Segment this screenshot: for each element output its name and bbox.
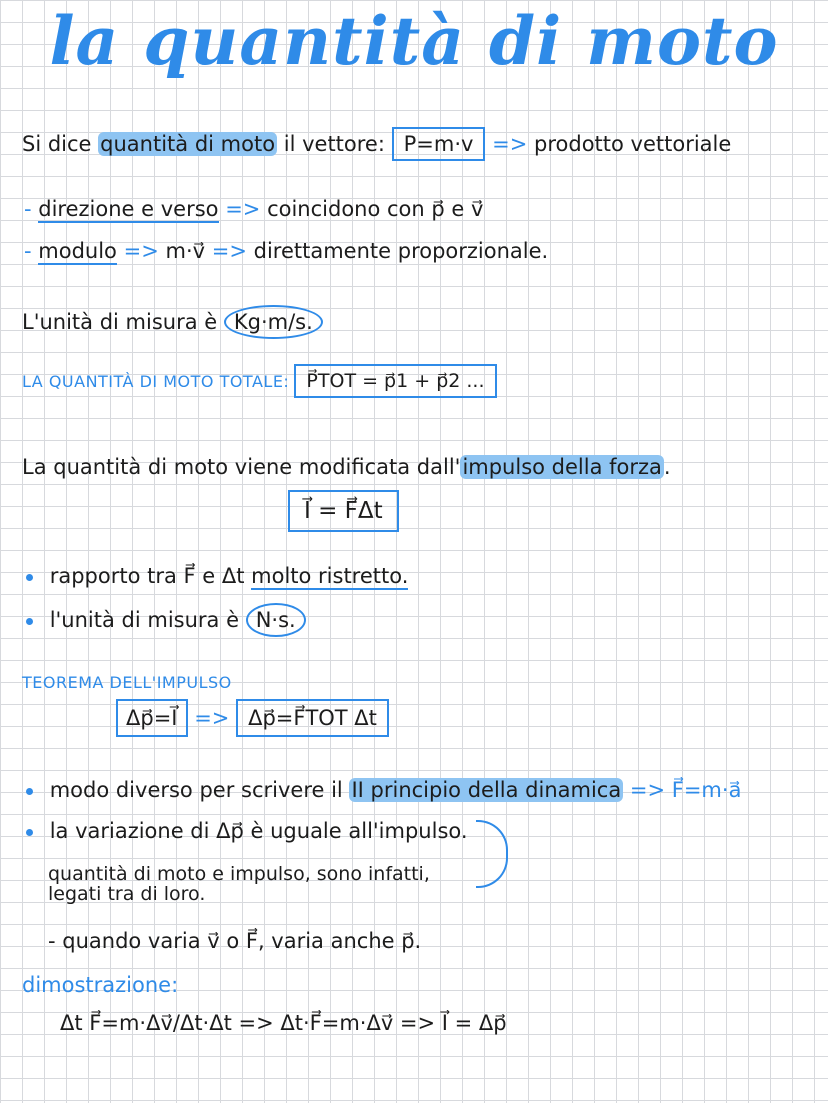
total-momentum-line xyxy=(22,364,497,398)
note-line-2: legati tra di loro. xyxy=(48,883,206,905)
module-dash: - xyxy=(24,239,32,263)
direction-text: coincidono con p⃗ e v⃗ xyxy=(267,197,484,221)
impulse-intro-line xyxy=(22,454,671,480)
list-item xyxy=(26,603,306,637)
curved-arrow-icon xyxy=(476,820,508,888)
list-item xyxy=(26,563,408,589)
bullet-text: la variazione di Δp⃗ è uguale all'impulso. xyxy=(49,819,468,843)
theorem-arrow: => xyxy=(194,706,230,730)
bullet-circled: N·s. xyxy=(246,603,306,637)
direction-label: direzione e verso xyxy=(38,197,219,221)
list-item xyxy=(26,818,468,844)
bullet-text: rapporto tra F⃗ e Δt xyxy=(49,564,245,588)
definition-highlight: quantità di moto xyxy=(100,132,276,156)
module-arrow-1: => xyxy=(123,239,159,263)
bullet-suffix: => F⃗=m·a⃗ xyxy=(629,778,742,802)
definition-line xyxy=(22,127,731,161)
impulse-intro-highlight: impulso della forza xyxy=(462,455,662,479)
theorem-formula-2-box: Δp⃗=F⃗TOT Δt xyxy=(236,699,389,737)
bullet-dot xyxy=(26,829,33,836)
module-arrow-2: => xyxy=(211,239,247,263)
module-text: direttamente proporzionale. xyxy=(253,239,549,263)
theorem-label: TEOREMA DELL'IMPULSO xyxy=(22,673,232,692)
impulse-intro-text: La quantità di moto viene modificata dall' xyxy=(22,455,461,479)
bullet-dot xyxy=(26,788,33,795)
bullet-text: l'unità di misura è xyxy=(49,608,240,632)
page-title: la quantità di moto xyxy=(49,2,779,80)
definition-suffix: prodotto vettoriale xyxy=(534,132,732,156)
module-line xyxy=(24,238,548,264)
bullet-underlined: molto ristretto. xyxy=(251,564,409,588)
list-item xyxy=(26,777,741,803)
definition-middle: il vettore: xyxy=(283,132,385,156)
impulse-intro-end: . xyxy=(663,455,671,479)
unit-value-circled: Kg·m/s. xyxy=(224,305,323,339)
impulse-formula-wrap xyxy=(288,490,399,532)
dash-item: - quando varia v⃗ o F⃗, varia anche p⃗. xyxy=(48,929,422,953)
total-momentum-formula-box: P⃗TOT = p⃗1 + p⃗2 ... xyxy=(294,364,496,398)
theorem-formula-1-box: Δp⃗=I⃗ xyxy=(116,699,188,737)
demonstration-formula: Δt F⃗=m·Δv⃗/Δt·Δt => Δt·F⃗=m·Δv⃗ => I⃗ = Δp⃗ xyxy=(60,1011,507,1035)
impulse-formula-box: I⃗ = F⃗Δt xyxy=(288,490,399,532)
demonstration-label: dimostrazione: xyxy=(22,973,179,997)
module-label: modulo xyxy=(38,239,117,263)
momentum-formula-box: P=m·v xyxy=(392,127,486,161)
unit-line xyxy=(22,305,323,339)
bullet-text: modo diverso per scrivere il xyxy=(49,778,343,802)
direction-dash: - xyxy=(24,197,32,221)
note-line-1: quantità di moto e impulso, sono infatti, xyxy=(48,863,430,885)
module-formula: m·v⃗ xyxy=(165,239,206,263)
definition-arrow: => xyxy=(492,132,528,156)
total-momentum-label: LA QUANTITÀ DI MOTO TOTALE: xyxy=(22,372,290,391)
unit-text: L'unità di misura è xyxy=(22,310,218,334)
theorem-formulas xyxy=(116,699,389,737)
definition-prefix: Si dice xyxy=(22,132,92,156)
bullet-dot xyxy=(26,574,33,581)
direction-arrow: => xyxy=(225,197,261,221)
bullet-dot xyxy=(26,618,33,625)
bullet-highlight: II principio della dinamica xyxy=(351,778,622,802)
direction-line xyxy=(24,196,483,222)
